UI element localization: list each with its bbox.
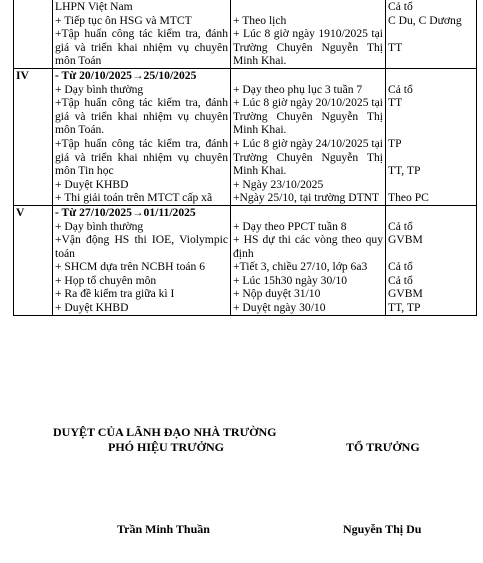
content-item: + Tiếp tục ôn HSG và MTCT: [55, 13, 192, 27]
period-label: - Từ 27/10/2025→01/11/2025: [55, 205, 196, 219]
person-item: TT, TP: [388, 301, 421, 315]
person-item: Cả tổ: [388, 0, 413, 13]
content-item: + Họp tổ chuyên môn: [55, 273, 157, 287]
period-label: - Từ 20/10/2025→25/10/2025: [55, 68, 197, 82]
content-item: + Thi giải toán trên MTCT cấp xã: [55, 191, 213, 205]
time-item: + Lúc 15h30 ngày 30/10: [233, 273, 348, 287]
content-cell: [53, 68, 231, 205]
head-title: TỔ TRƯỞNG: [346, 440, 420, 454]
content-item: +Tập huấn công tác kiểm tra, đánh giá và triển khai nhiệm vụ chuyên môn Toán: [55, 27, 228, 68]
approval-title: DUYỆT CỦA LÃNH ĐẠO NHÀ TRƯỜNG: [53, 425, 277, 439]
person-item: TT: [388, 96, 403, 110]
person-item: Theo PC: [388, 191, 429, 205]
time-cell: [231, 0, 386, 68]
week-cell: [14, 0, 53, 68]
content-item: + Duyệt KHBD: [55, 301, 129, 315]
head-name: Nguyễn Thị Du: [343, 522, 422, 536]
person-item: GVBM: [388, 287, 423, 301]
time-item: + Lúc 8 giờ ngày 1910/2025 tại Trường Chuyên Nguyễn Thị Minh Khai.: [233, 27, 383, 68]
plan-table: [13, 0, 477, 316]
content-item: + Dạy bình thường: [55, 82, 144, 96]
content-item: + Duyệt KHBD: [55, 177, 129, 191]
week-cell: IV: [14, 68, 53, 205]
content-item: +Vận động HS thi IOE, Violympic toán: [55, 233, 228, 260]
person-item: Cả tổ: [388, 260, 413, 274]
person-item: TT: [388, 40, 403, 54]
person-item: TP: [388, 136, 402, 150]
person-cell: [386, 0, 477, 68]
person-item: TT, TP: [388, 164, 421, 178]
time-item: + Dạy theo PPCT tuần 8: [233, 219, 347, 233]
time-cell: [231, 68, 386, 205]
time-item: +Tiết 3, chiều 27/10, lớp 6a3: [233, 260, 368, 274]
time-item: + Duyệt ngày 30/10: [233, 301, 326, 315]
table-row: [14, 205, 477, 315]
content-cell: [53, 205, 231, 315]
content-item: LHPN Việt Nam: [55, 0, 133, 13]
time-item: + HS dự thi các vòng theo quy định: [233, 233, 383, 260]
time-item: + Ngày 23/10/2025: [233, 177, 324, 191]
week-cell: V: [14, 205, 53, 315]
vice-principal-name: Trần Minh Thuần: [117, 522, 210, 536]
time-item: + Lúc 8 giờ ngày 20/10/2025 tại Trường Chuyên Nguyễn Thị Minh Khai.: [233, 96, 383, 137]
content-item: +Tập huấn công tác kiểm tra, đánh giá và triển khai nhiệm vụ chuyên môn Tin học: [55, 136, 228, 178]
person-item: Cả tổ: [388, 273, 413, 287]
time-item: +Ngày 25/10, tại trường DTNT: [233, 191, 380, 205]
person-item: C Du, C Dương: [388, 13, 462, 27]
person-item: Cả tổ: [388, 219, 413, 233]
vice-principal-title: PHÓ HIỆU TRƯỞNG: [108, 440, 225, 454]
time-item: + Dạy theo phụ lục 3 tuần 7: [233, 82, 363, 96]
person-item: GVBM: [388, 233, 423, 247]
content-item: + Ra đề kiểm tra giữa kì I: [55, 287, 175, 301]
content-item: + Dạy bình thường: [55, 219, 144, 233]
content-item: + SHCM dựa trên NCBH toán 6: [55, 260, 206, 274]
table-row: [14, 68, 477, 205]
content-cell: [53, 0, 231, 68]
table-row: [14, 0, 477, 68]
person-cell: [386, 68, 477, 205]
person-item: Cả tổ: [388, 82, 413, 96]
time-item: + Theo lịch: [233, 13, 287, 27]
time-item: + Nộp duyệt 31/10: [233, 287, 321, 301]
content-item: +Tập huấn công tác kiểm tra, đánh giá và triển khai nhiệm vụ chuyên môn Toán.: [55, 96, 228, 137]
time-item: + Lúc 8 giờ ngày 24/10/2025 tại Trường Chuyên Nguyễn Thị Minh Khai.: [233, 136, 383, 178]
person-cell: [386, 205, 477, 315]
time-cell: [231, 205, 386, 315]
